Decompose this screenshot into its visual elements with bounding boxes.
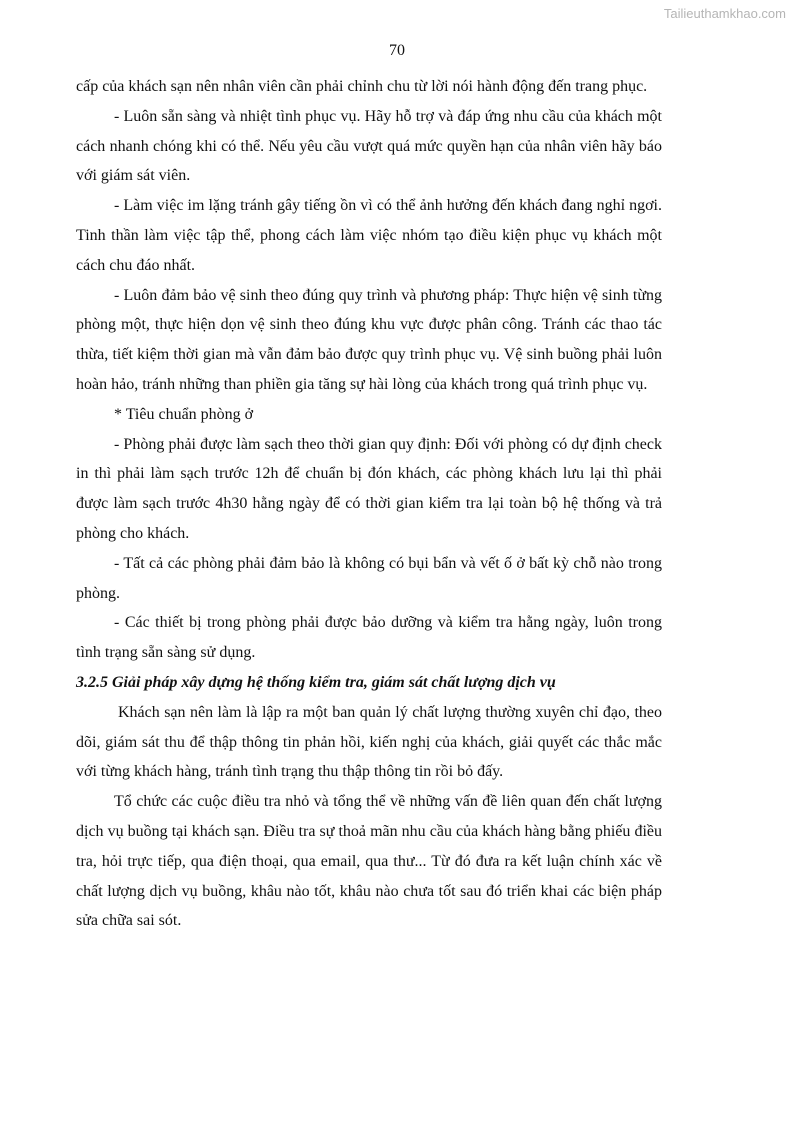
paragraph: cấp của khách sạn nên nhân viên cần phải chỉnh chu từ lời nói hành động đến trang phục. [76,78,648,95]
paragraph: Tổ chức các cuộc điều tra nhỏ và tổng thể về những vấn đề liên quan đến chất lượng dịch vụ buồng tại khách sạn. Điều tra sự thoả mãn nhu cầu của khách hàng bằng phiếu điều tra, hỏi trực tiếp, qua điện thoại, qua email, qua thư... Từ đó đưa ra kết luận chính xác về chất lượng dịch vụ buồng, khâu nào tốt, khâu nào chưa tốt sau đó triển khai các biện pháp sửa chữa sai sót. [76,793,662,930]
paragraph: - Phòng phải được làm sạch theo thời gian quy định: Đối với phòng có dự định check in thì phải làm sạch trước 12h để chuẩn bị đón khách, các phòng khách lưu lại thì phải được làm sạch trước 4h30 hằng ngày để có thời gian kiểm tra lại toàn bộ hệ thống và trả phòng cho khách. [76,435,662,542]
paragraph: - Luôn sẵn sàng và nhiệt tình phục vụ. Hãy hỗ trợ và đáp ứng nhu cầu của khách một cách nhanh chóng khi có thể. Nếu yêu cầu vượt quá mức quyền hạn của nhân viên hãy báo với giám sát viên. [76,107,662,185]
paragraph: Khách sạn nên làm là lập ra một ban quản lý chất lượng thường xuyên chỉ đạo, theo dõi, giám sát thu để thập thông tin phản hồi, kiến nghị của khách, giải quyết các thắc mắc với từng khách hàng, tránh tình trạng thu thập thông tin rồi bỏ đấy. [76,703,662,781]
paragraph: - Làm việc im lặng tránh gây tiếng ồn vì có thể ảnh hưởng đến khách đang nghỉ ngơi. Tinh thần làm việc tập thể, phong cách làm việc nhóm tạo điều kiện phục vụ khách một cách chu đáo nhất. [76,197,662,274]
paragraph: - Luôn đảm bảo vệ sinh theo đúng quy trình và phương pháp: Thực hiện vệ sinh từng phòng một, thực hiện dọn vệ sinh theo đúng khu vực được phân công. Tránh các thao tác thừa, tiết kiệm thời gian mà vẫn đảm bảo được quy trình phục vụ. Vệ sinh buồng phải luôn hoàn hảo, tránh những than phiền gia tăng sự hài lòng của khách trong quá trình phục vụ. [76,286,662,393]
paragraph: - Tất cả các phòng phải đảm bảo là không có bụi bẩn và vết ố ở bất kỳ chỗ nào trong phòng. [76,554,662,602]
page-number: 70 [389,42,405,59]
paragraph: - Các thiết bị trong phòng phải được bảo dưỡng và kiểm tra hằng ngày, luôn trong tình trạng sẵn sàng sử dụng. [76,614,662,662]
subheading: * Tiêu chuẩn phòng ở [114,405,254,423]
watermark: Tailieuthamkhao.com [663,6,786,21]
document-body [76,72,662,936]
section-heading: 3.2.5 Giải pháp xây dựng hệ thống kiểm tra, giám sát chất lượng dịch vụ [76,673,556,691]
